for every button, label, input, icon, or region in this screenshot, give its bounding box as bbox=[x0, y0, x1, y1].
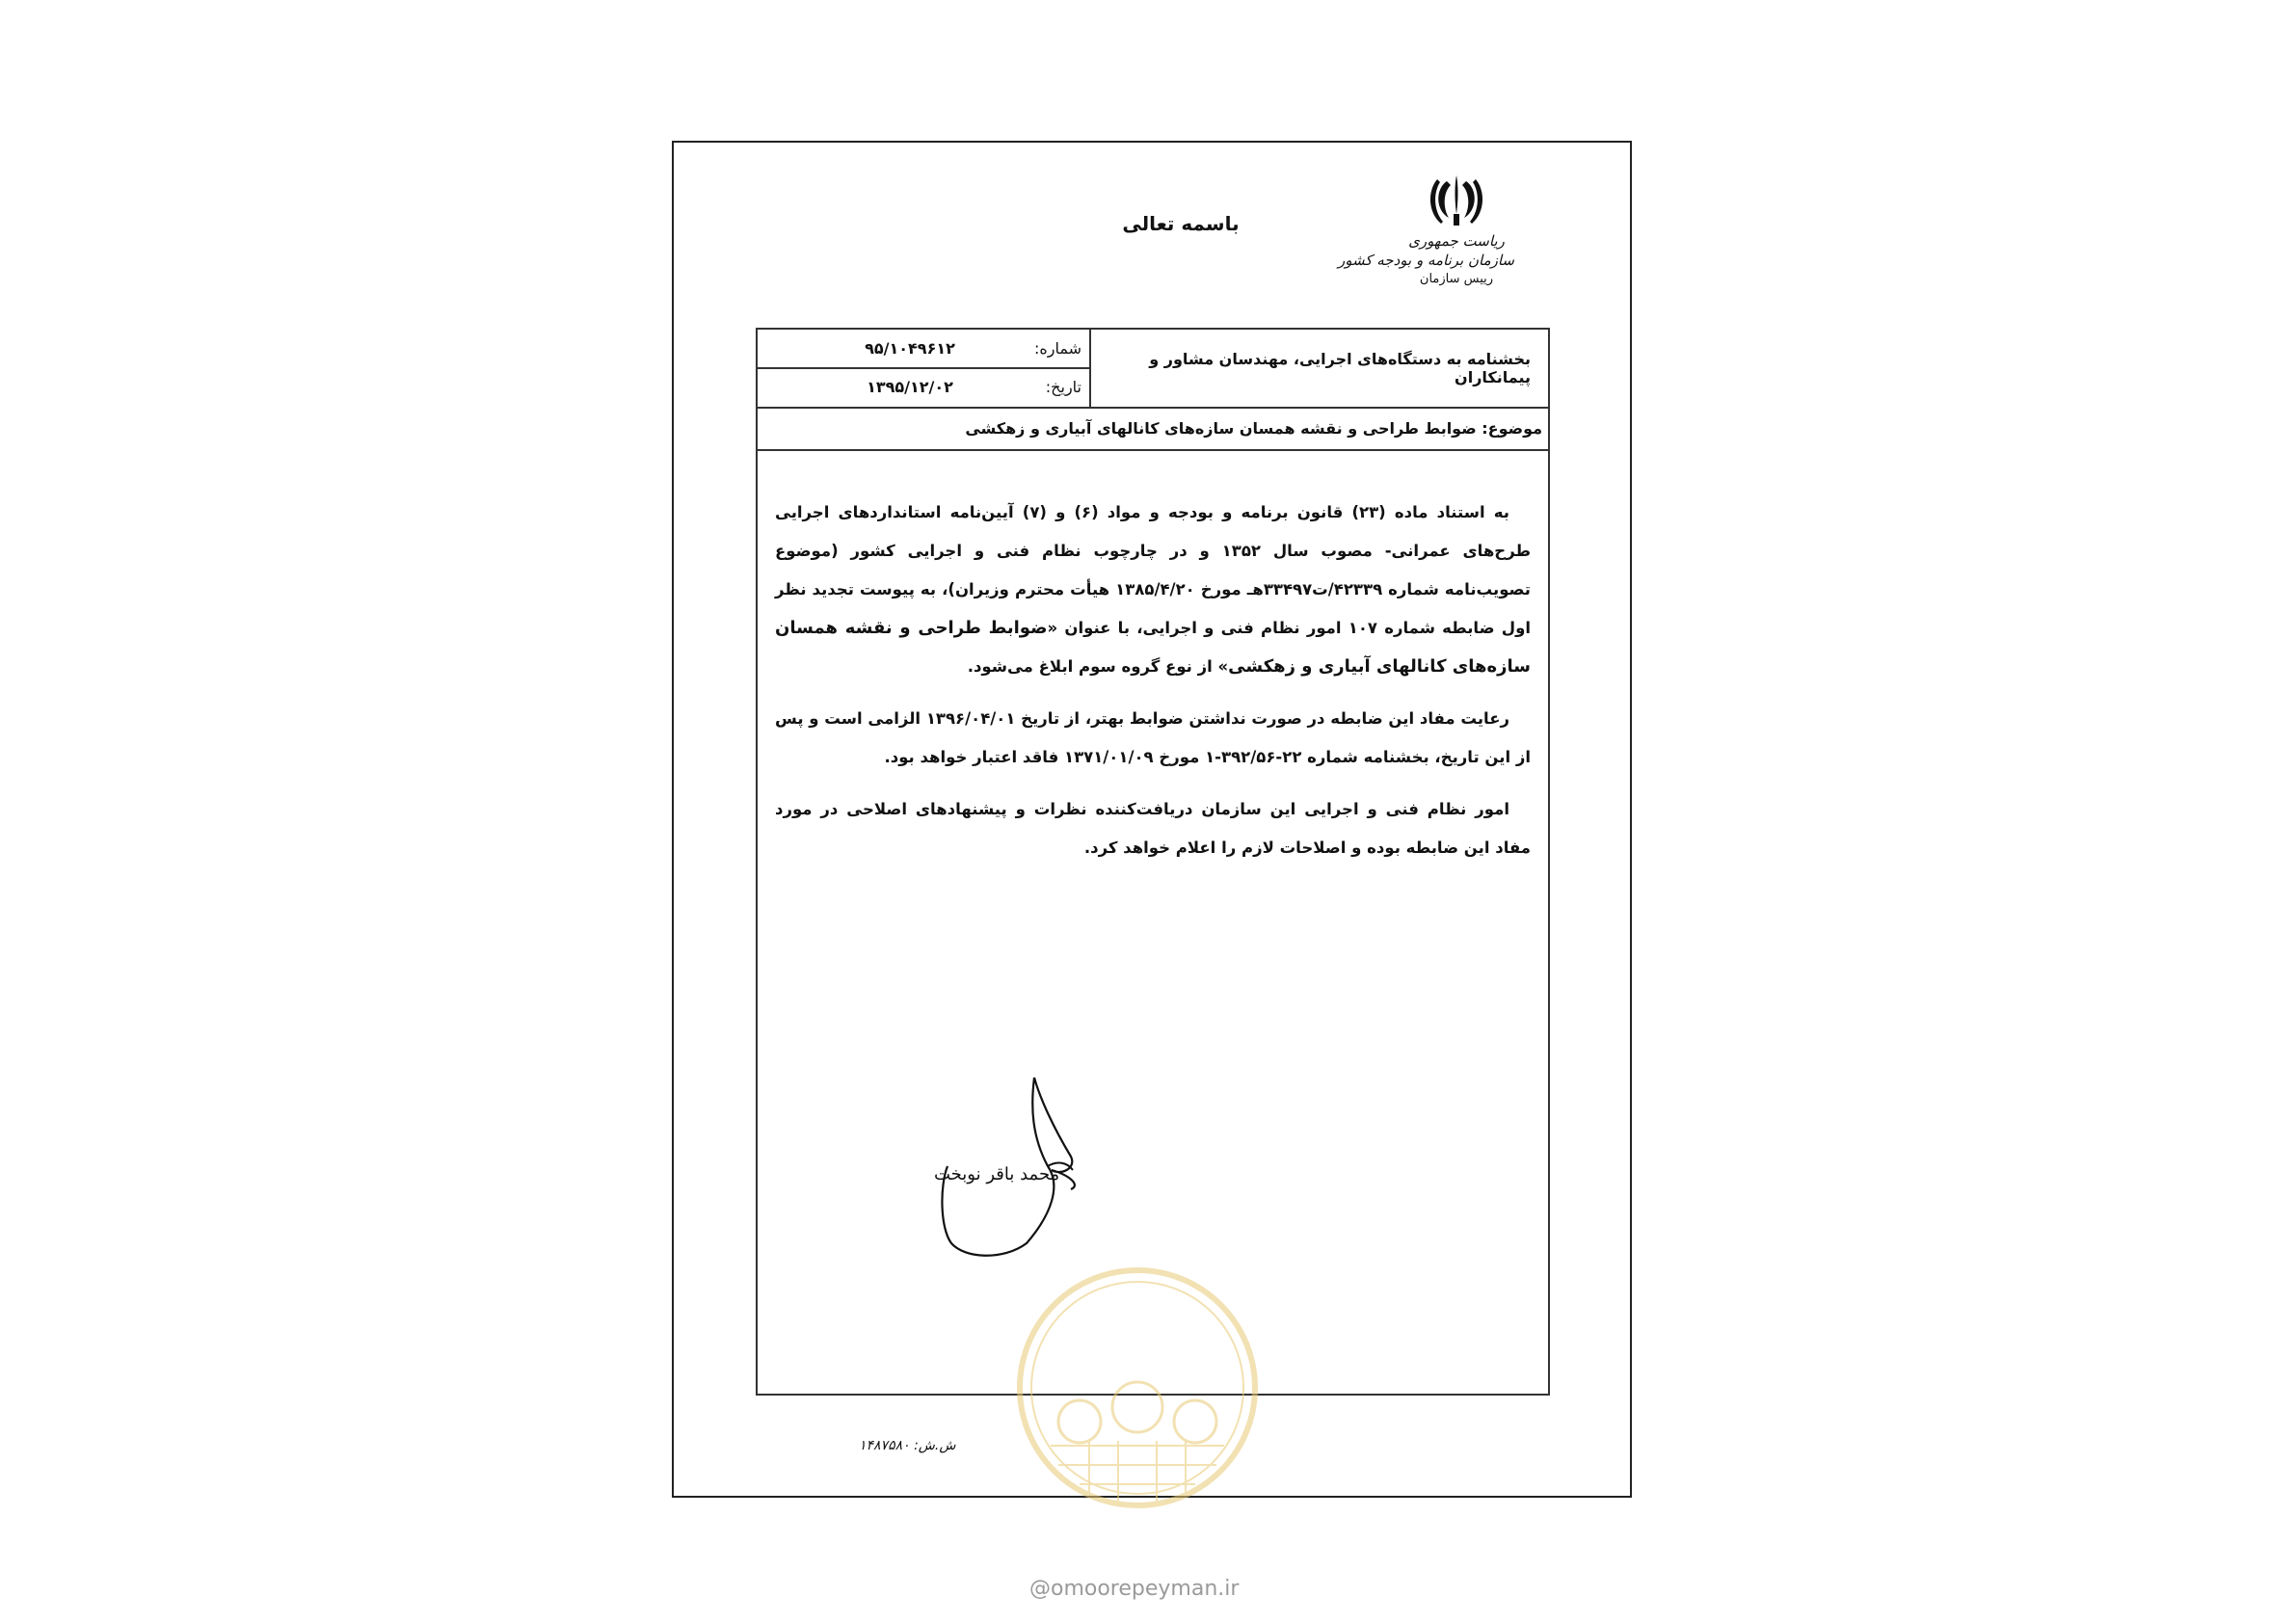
paragraph-1-end: » از نوع گروه سوم ابلاغ می‌شود. bbox=[967, 657, 1229, 676]
paragraph-3: امور نظام فنی و اجرایی این سازمان دریافت‌کننده نظرات و پیشنهادهای اصلاحی در مورد مفاد این ضابطه بوده و اصلاحات لازم را اعلام خواهد کرد. bbox=[775, 800, 1531, 857]
paragraph-1-start: به استناد ماده (۲۳) قانون برنامه و بودجه و مواد (۶) و (۷) آیین‌نامه استانداردهای اجرایی طرح‌های عمرانی- مصوب سال ۱۳۵۲ و در چارچوب نظام فنی و اجرایی کشور (موضوع تصویب‌نامه شماره ۴۲۳۳۹/ت۳۳۴۹۷هـ مورخ ۱۳۸۵/۴/۲۰ هیأت محترم وزیران)، به پیوست تجدید نظر اول ضابطه شماره ۱۰۷ امور نظام فنی و اجرایی، با عنوان « bbox=[775, 503, 1532, 637]
meta-box bbox=[758, 330, 1091, 407]
number-row bbox=[758, 330, 1091, 369]
letter-header bbox=[758, 330, 1548, 409]
date-value: ۱۳۹۵/۱۲/۰۲ bbox=[867, 378, 953, 396]
signatory-name: محمد باقر نوبخت bbox=[934, 1164, 1060, 1184]
serial-number: ش.ش: ۱۴۸۷۵۸۰ bbox=[859, 1438, 956, 1453]
basmala-heading: باسمه تعالی bbox=[1122, 212, 1240, 235]
org-line-2: سازمان برنامه و بودجه کشور bbox=[1337, 252, 1514, 269]
number-label: شماره: bbox=[1033, 339, 1081, 358]
org-line-1: ریاست جمهوری bbox=[1408, 232, 1505, 250]
number-value: ۹۵/۱۰۴۹۶۱۲ bbox=[865, 339, 955, 358]
letter-body bbox=[775, 493, 1531, 881]
subject-line: موضوع: ضوابط طراحی و نقشه همسان سازه‌های کانالهای آبیاری و زهکشی bbox=[758, 407, 1548, 451]
watermark-logo bbox=[1012, 1263, 1263, 1513]
recipient-line: بخشنامه به دستگاه‌های اجرایی، مهندسان مشاور و پیمانکاران bbox=[1089, 330, 1548, 407]
watermark-site: @omoorepeyman.ir bbox=[1029, 1577, 1240, 1601]
signature bbox=[926, 1070, 1100, 1263]
watermark-seal-icon bbox=[1012, 1263, 1263, 1513]
date-row bbox=[758, 368, 1091, 406]
org-line-3: رییس سازمان bbox=[1419, 272, 1494, 286]
content-frame bbox=[756, 328, 1550, 1396]
regulation-title: ضوابط طراحی و نقشه همسان سازه‌های کانالهای آبیاری و زهکشی bbox=[775, 618, 1531, 677]
date-label: تاریخ: bbox=[1045, 378, 1081, 396]
paragraph-2: رعایت مفاد این ضابطه در صورت نداشتن ضوابط بهتر، از تاریخ ۱۳۹۶/۰۴/۰۱ الزامی است و پس از این تاریخ، بخشنامه شماره ۲۲-۳۹۲/۵۶-۱ مورخ ۱۳۷۱/۰۱/۰۹ فاقد اعتبار خواهد بود. bbox=[775, 709, 1531, 766]
paragraph-1 bbox=[775, 493, 1531, 686]
